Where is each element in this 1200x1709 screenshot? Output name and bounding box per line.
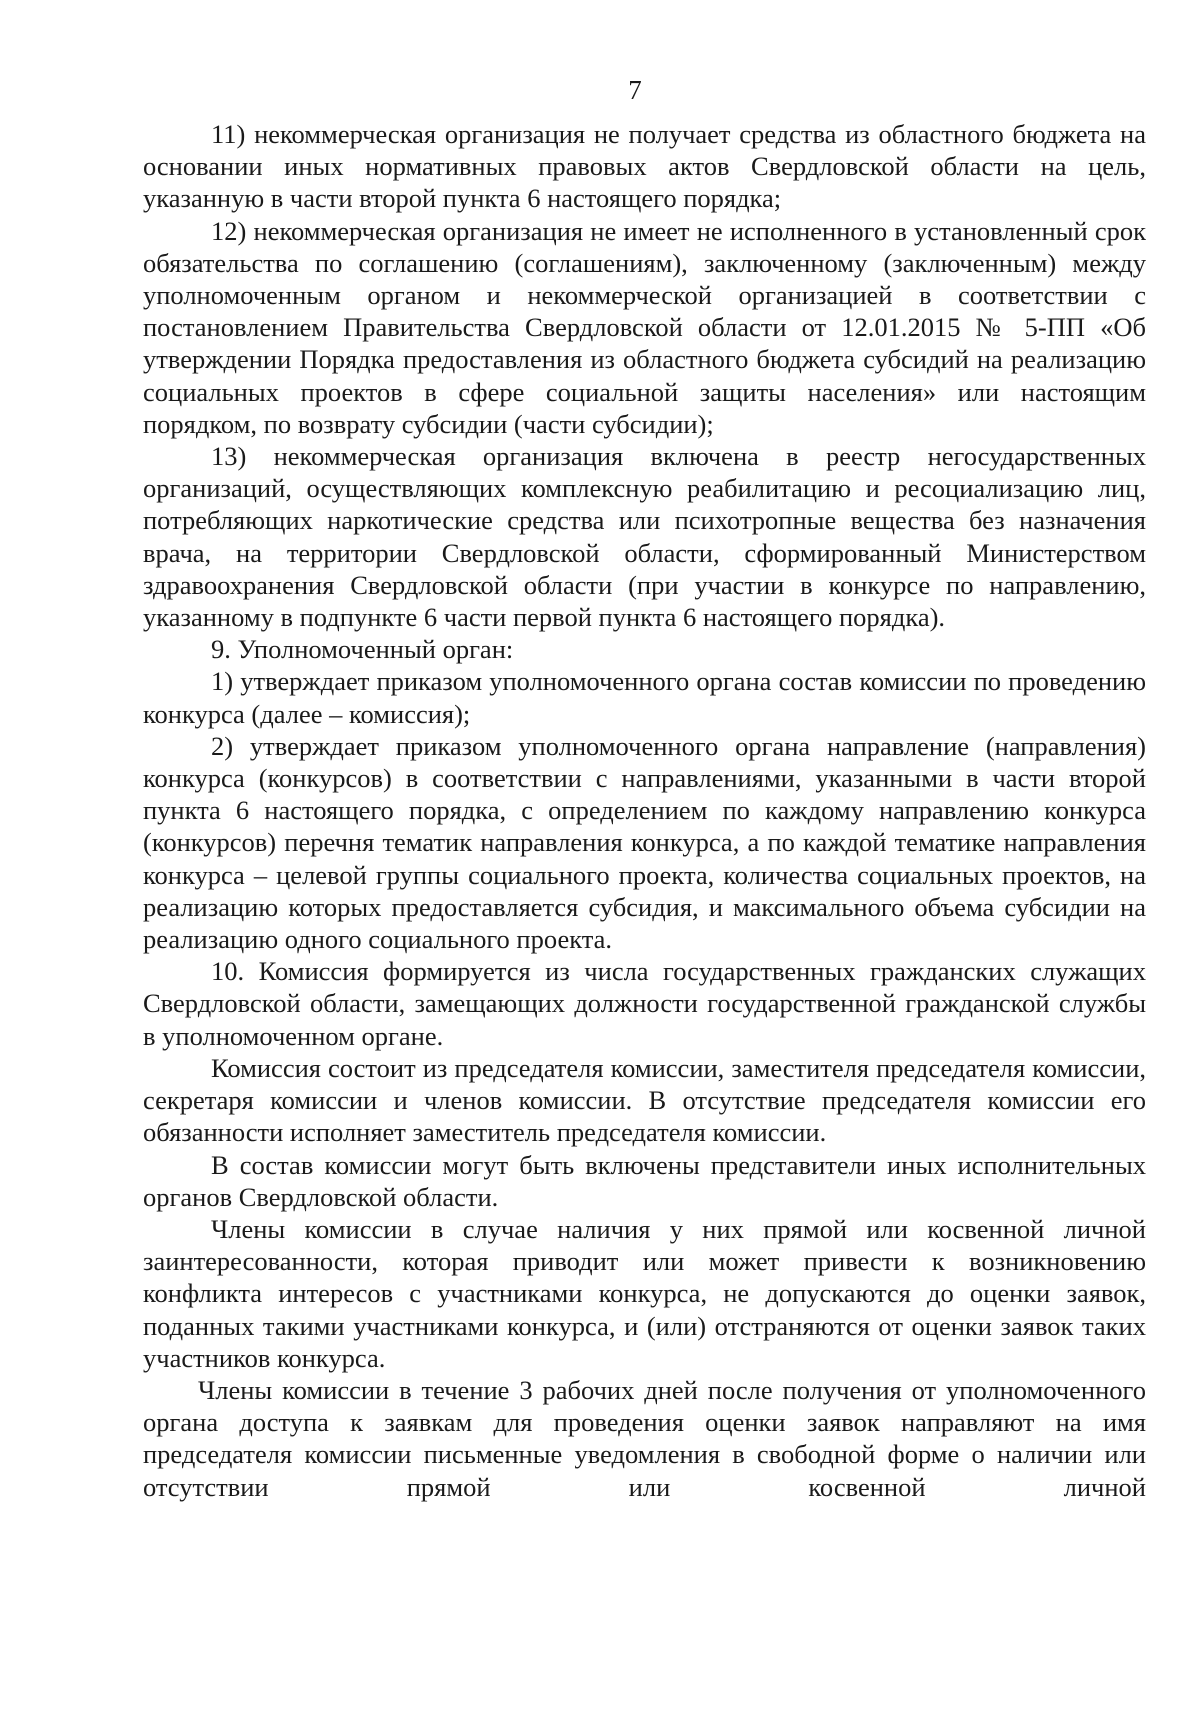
- page-number: 7: [628, 75, 642, 105]
- paragraph-conflict-of-interest: Члены комиссии в случае наличия у них прямой или косвенной личной заинтересованности, которая приводит или может привести к возникновению конфликта интересов с участниками конкурса, не допускаются до оценки заявок, поданных такими участниками конкурса, и (или) отстраняются от оценки заявок таких участников конкурса.: [143, 1213, 1146, 1373]
- paragraph-notification: Члены комиссии в течение 3 рабочих дней после получения от уполномоченного органа доступа к заявкам для проведения оценки заявок направляют на имя председателя комиссии письменные уведомления в свободной форме о наличии или отсутствии прямой или косвенной личной: [143, 1374, 1146, 1502]
- paragraph-section-9-item-1: 1) утверждает приказом уполномоченного органа состав комиссии по проведению конкурса (далее – комиссия);: [143, 666, 1146, 729]
- paragraph-section-9-heading: 9. Уполномоченный орган:: [211, 634, 514, 665]
- document-body: [143, 118, 1146, 1503]
- paragraph-item-12: 12) некоммерческая организация не имеет не исполненного в установленный срок обязательства по соглашению (соглашениям), заключенному (заключенным) между уполномоченным органом и некоммерческой организацией в соответствии с постановлением Правительства Свердловской области от 12.01.2015 № 5-ПП «Об утверждении Порядка предоставления из областного бюджета субсидий на реализацию социальных проектов в сфере социальной защиты населения» или настоящим порядком, по возврату субсидии (части субсидии);: [143, 215, 1146, 439]
- paragraph-section-9-item-2: 2) утверждает приказом уполномоченного органа направление (направления) конкурса (конкурсов) в соответствии с направлениями, указанными в части второй пункта 6 настоящего порядка, с определением по каждому направлению конкурса (конкурсов) перечня тематик направления конкурса, а по каждой тематике направления конкурса – целевой группы социального проекта, количества социальных проектов, на реализацию которых предоставляется субсидия, и максимального объема субсидии на реализацию одного социального проекта.: [143, 730, 1146, 955]
- paragraph-item-11: 11) некоммерческая организация не получает средства из областного бюджета на основании иных нормативных правовых актов Свердловской области на цель, указанную в части второй пункта 6 настоящего порядка;: [143, 119, 1146, 214]
- paragraph-section-10: 10. Комиссия формируется из числа государственных гражданских служащих Свердловской области, замещающих должности государственной гражданской службы в уполномоченном органе.: [143, 956, 1146, 1051]
- paragraph-commission-composition: Комиссия состоит из председателя комиссии, заместителя председателя комиссии, секретаря комиссии и членов комиссии. В отсутствие председателя комиссии его обязанности исполняет заместитель председателя комиссии.: [143, 1052, 1146, 1148]
- paragraph-commission-representatives: В состав комиссии могут быть включены представители иных исполнительных органов Свердловской области.: [143, 1149, 1146, 1212]
- paragraph-item-13: 13) некоммерческая организация включена в реестр негосударственных организаций, осуществляющих комплексную реабилитацию и ресоциализацию лиц, потребляющих наркотические средства или психотропные вещества без назначения врача, на территории Свердловской области, сформированный Министерством здравоохранения Свердловской области (при участии в конкурсе по направлению, указанному в подпункте 6 части первой пункта 6 настоящего порядка).: [143, 441, 1146, 633]
